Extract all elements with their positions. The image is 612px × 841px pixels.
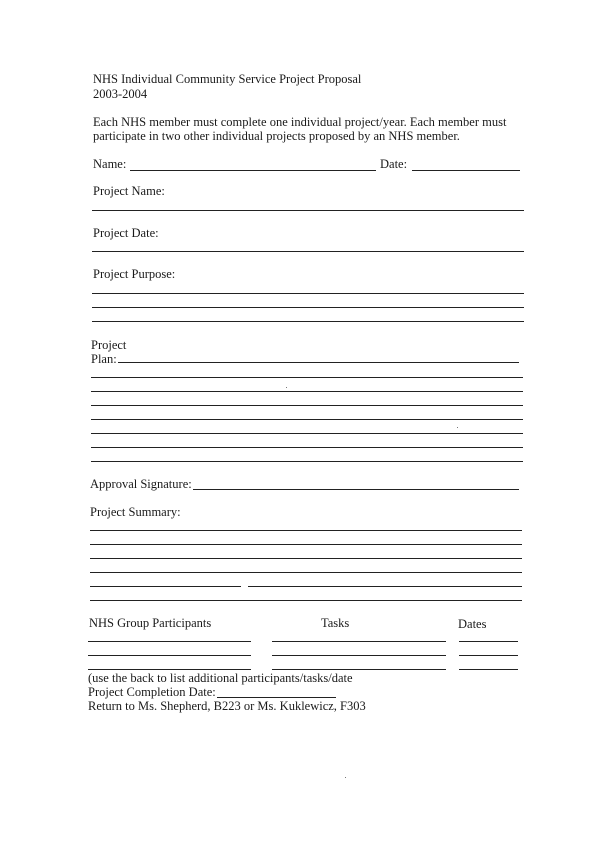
project-plan-line[interactable]	[91, 405, 523, 406]
approval-signature-label: Approval Signature:	[90, 477, 192, 491]
name-label: Name:	[93, 157, 127, 171]
project-summary-line[interactable]	[90, 558, 522, 559]
project-summary-line[interactable]	[90, 600, 522, 601]
project-date-label: Project Date:	[93, 226, 159, 240]
date-entry-line[interactable]	[459, 641, 518, 642]
participant-line[interactable]	[88, 641, 251, 642]
name-line[interactable]	[130, 170, 376, 171]
approval-signature-line[interactable]	[193, 489, 519, 490]
dates-header: Dates	[458, 617, 487, 631]
project-name-line[interactable]	[92, 210, 524, 211]
task-line[interactable]	[272, 669, 446, 670]
project-plan-label-line-1: Project	[91, 338, 127, 352]
form-year: 2003-2004	[93, 87, 148, 101]
project-plan-line[interactable]	[91, 377, 523, 378]
project-plan-line[interactable]	[91, 433, 523, 434]
participant-line[interactable]	[88, 669, 251, 670]
project-summary-line[interactable]	[90, 586, 241, 587]
project-plan-line[interactable]	[118, 362, 519, 363]
project-purpose-line[interactable]	[92, 321, 524, 322]
participants-header: NHS Group Participants	[89, 616, 212, 630]
intro-line-1: Each NHS member must complete one individual project/year. Each member must	[93, 115, 507, 129]
project-plan-line[interactable]	[91, 461, 523, 462]
project-name-label: Project Name:	[93, 184, 165, 198]
project-plan-line[interactable]	[91, 391, 523, 392]
project-plan-line[interactable]	[91, 447, 523, 448]
return-instructions: Return to Ms. Shepherd, B223 or Ms. Kuklewicz, F303	[88, 699, 366, 713]
participant-line[interactable]	[88, 655, 251, 656]
date-entry-line[interactable]	[459, 669, 518, 670]
project-plan-line[interactable]	[91, 419, 523, 420]
scan-speck	[457, 427, 458, 428]
project-summary-line[interactable]	[90, 530, 522, 531]
scan-speck	[286, 387, 287, 388]
project-summary-line[interactable]	[248, 586, 522, 587]
task-line[interactable]	[272, 641, 446, 642]
task-line[interactable]	[272, 655, 446, 656]
project-date-line[interactable]	[92, 251, 524, 252]
date-label: Date:	[380, 157, 408, 171]
project-summary-label: Project Summary:	[90, 505, 181, 519]
project-plan-label-line-2: Plan:	[91, 352, 117, 366]
completion-date-label: Project Completion Date:	[88, 685, 216, 699]
scan-speck	[345, 777, 346, 778]
form-title: NHS Individual Community Service Project Proposal	[93, 72, 362, 86]
project-purpose-line[interactable]	[92, 307, 524, 308]
date-line[interactable]	[412, 170, 520, 171]
date-entry-line[interactable]	[459, 655, 518, 656]
project-summary-line[interactable]	[90, 544, 522, 545]
completion-date-line[interactable]	[217, 697, 336, 698]
project-purpose-label: Project Purpose:	[93, 267, 176, 281]
project-purpose-line[interactable]	[92, 293, 524, 294]
tasks-header: Tasks	[321, 616, 350, 630]
project-summary-line[interactable]	[90, 572, 522, 573]
intro-line-2: participate in two other individual projects proposed by an NHS member.	[93, 129, 460, 143]
back-page-note: (use the back to list additional participants/tasks/date	[88, 671, 353, 685]
